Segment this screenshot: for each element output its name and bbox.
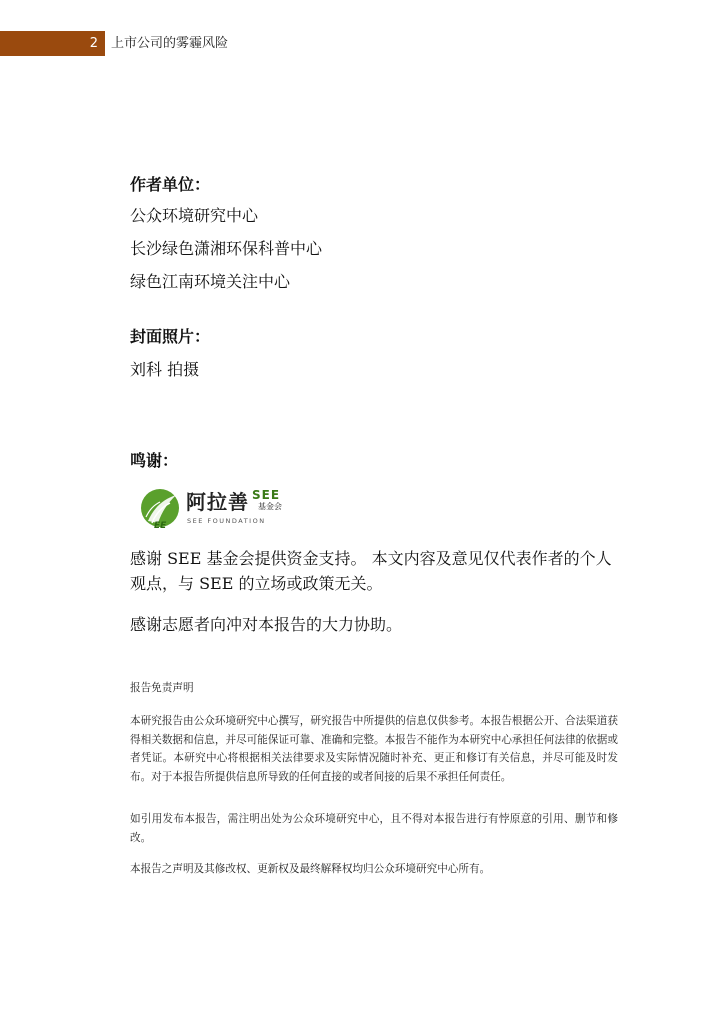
disclaimer-paragraph-3: 本报告之声明及其修改权、更新权及最终解释权均归公众环境研究中心所有。 [130,863,491,875]
disclaimer-paragraph-2: 如引用发布本报告，需注明出处为公众环境研究中心，且不得对本报告进行有悖原意的引用、删节和修改。 [130,813,618,844]
page-number: 2 [89,36,98,51]
logo-see: SEE [252,488,281,502]
logo-name-zh: 阿拉善 [186,490,249,514]
cover-photo-heading: 封面照片： [130,327,211,346]
disclaimer-paragraph-1: 本研究报告由公众环境研究中心撰写，研究报告中所提供的信息仅供参考。本报告根据公开、合法渠道获得相关数据和信息，并尽可能保证可靠、准确和完整。本报告不能作为本研究中心承担任何法律的依据或者凭证。本研究中心将根据相关法律要求及实际情况随时补充、更正和修订有关信息，并尽可能及时发布。对于本报告所提供信息所导致的任何直接的或者间接的后果不承担任何责任。 [130,715,618,783]
volunteer-acknowledgement: 感谢志愿者向冲对本报告的大力协助。 [130,615,403,634]
funding-acknowledgement: 感谢 SEE 基金会提供资金支持。 本文内容及意见仅代表作者的个人观点，与 SEE 的立场或政策无关。 [130,549,612,593]
header-bar [0,31,105,56]
author-item: 长沙绿色潇湘环保科普中心 [130,239,323,258]
author-item: 公众环境研究中心 [130,206,259,225]
logo-foundation-zh: 基金会 [258,502,282,511]
see-leaf-icon [140,487,184,531]
logo-foundation-en: SEE FOUNDATION [187,517,266,525]
running-title: 上市公司的雾霾风险 [111,36,229,51]
acknowledgements-heading: 鸣谢： [130,451,179,470]
authors-heading: 作者单位： [130,175,211,194]
svg-text:EE: EE [154,521,167,531]
authors-section [130,175,210,195]
author-item: 绿色江南环境关注中心 [130,272,291,291]
cover-photo-credit: 刘科 拍摄 [130,360,200,379]
disclaimer-title: 报告免责声明 [130,682,194,694]
see-foundation-logo [140,487,300,531]
